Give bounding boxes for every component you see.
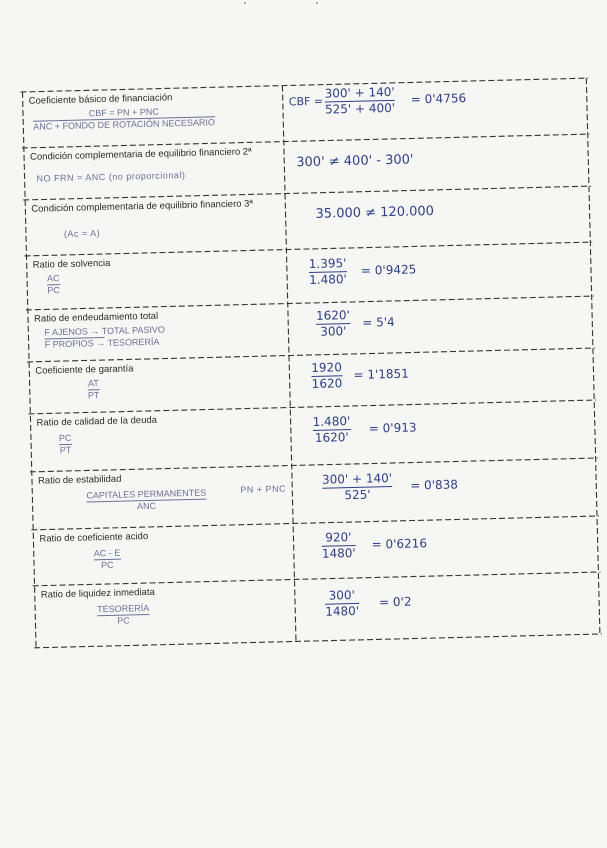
result-value: = 0'838 xyxy=(410,477,459,493)
result-denominator: 1.480' xyxy=(308,272,347,287)
result-fraction xyxy=(312,414,350,446)
result-value: 300' ≠ 400' - 300' xyxy=(296,152,414,171)
formula-left-denominator: ANC + FONDO DE ROTACIÓN NECESARIO xyxy=(33,117,216,132)
side-note: PN + PNC xyxy=(240,483,287,495)
formula-left-numerator: AT xyxy=(87,378,99,389)
result-prefix: CBF = xyxy=(288,94,324,109)
formula-left-numerator: TESORERÍA xyxy=(97,603,150,615)
result-fraction xyxy=(325,588,360,620)
result-value: = 5'4 xyxy=(362,314,395,330)
result-value: 35.000 ≠ 120.000 xyxy=(315,203,435,222)
row-label: Ratio de liquidez inmediata xyxy=(40,586,155,601)
result-fraction xyxy=(311,360,342,392)
formula-left-denominator: PC xyxy=(47,285,60,296)
row-label: Coeficiente básico de financiación xyxy=(28,92,173,107)
formula-left xyxy=(47,273,60,296)
formula-left-numerator: AC xyxy=(46,273,60,284)
formula-left xyxy=(86,488,206,514)
result-fraction xyxy=(322,471,393,504)
result-fraction xyxy=(324,85,395,118)
result-fraction xyxy=(321,530,356,562)
result-numerator: 1.395' xyxy=(308,256,347,271)
row-label: Condición complementaria de equilibrio financiero 3ª xyxy=(31,198,254,215)
result-denominator: 525' + 400' xyxy=(324,100,396,117)
result-denominator: 525' xyxy=(344,487,371,503)
formula-left-denominator: PT xyxy=(87,390,100,401)
row-label: Ratio de calidad de la deuda xyxy=(36,414,158,429)
formula-left-numerator: F AJENOS → TOTAL PASIVO xyxy=(44,324,166,338)
formula-left xyxy=(44,325,165,351)
result-numerator: 1.480' xyxy=(312,414,351,429)
row-label: Coeficiente de garantía xyxy=(35,363,134,377)
formula-left xyxy=(59,433,72,456)
scan-artifact xyxy=(244,2,246,4)
formula-left-denominator: PT xyxy=(59,444,72,456)
formula-left xyxy=(94,548,121,572)
formula-left-denominator: F PROPIOS → TESORERÍA xyxy=(44,336,160,350)
result-value: = 0'4756 xyxy=(410,91,467,107)
result-numerator: 300' + 140' xyxy=(321,471,393,487)
result-fraction xyxy=(309,256,347,288)
formula-left-numerator: PC xyxy=(58,432,72,444)
formula-left-denominator: PC xyxy=(100,559,114,571)
result-denominator: 300' xyxy=(320,324,347,339)
result-numerator: 920' xyxy=(325,530,352,545)
formula-left-numerator: CBF = PN + PNC xyxy=(88,106,159,119)
result-value: = 0'9425 xyxy=(360,262,417,278)
formula-left-numerator: AC - E xyxy=(93,547,121,559)
financial-ratios-table xyxy=(20,58,602,656)
result-fraction xyxy=(316,308,351,340)
scan-artifact xyxy=(316,2,318,4)
formula-left xyxy=(33,105,215,132)
formula-left-denominator: ANC xyxy=(136,500,157,512)
formula-left-denominator: PC xyxy=(117,615,130,626)
result-value: = 0'6216 xyxy=(371,536,428,552)
result-denominator: 1620' xyxy=(314,430,349,445)
row-label: Ratio de endeudamiento total xyxy=(33,310,159,325)
result-numerator: 1920 xyxy=(311,360,343,375)
row-label: Ratio de solvencia xyxy=(32,257,111,271)
result-value: = 0'2 xyxy=(378,594,412,610)
formula-left xyxy=(97,603,150,627)
result-value: = 1'1851 xyxy=(353,366,409,382)
result-denominator: 1620 xyxy=(311,376,343,391)
formula-left: (Ac = A) xyxy=(63,228,101,239)
formula-left xyxy=(88,378,100,401)
row-label: Ratio de coeficiente acido xyxy=(39,531,149,545)
row-label: Ratio de estabilidad xyxy=(37,473,122,487)
result-denominator: 1480' xyxy=(325,603,360,619)
result-numerator: 300' xyxy=(328,587,356,603)
formula-left-numerator: CAPITALES PERMANENTES xyxy=(86,487,207,501)
result-denominator: 1480' xyxy=(321,545,356,561)
row-label: Condición complementaria de equilibrio financiero 2ª xyxy=(29,146,252,163)
result-numerator: 300' + 140' xyxy=(324,84,395,101)
result-numerator: 1620' xyxy=(315,308,351,323)
formula-left: NO FRN = ANC (no proporcional) xyxy=(36,169,186,184)
result-value: = 0'913 xyxy=(368,420,417,436)
